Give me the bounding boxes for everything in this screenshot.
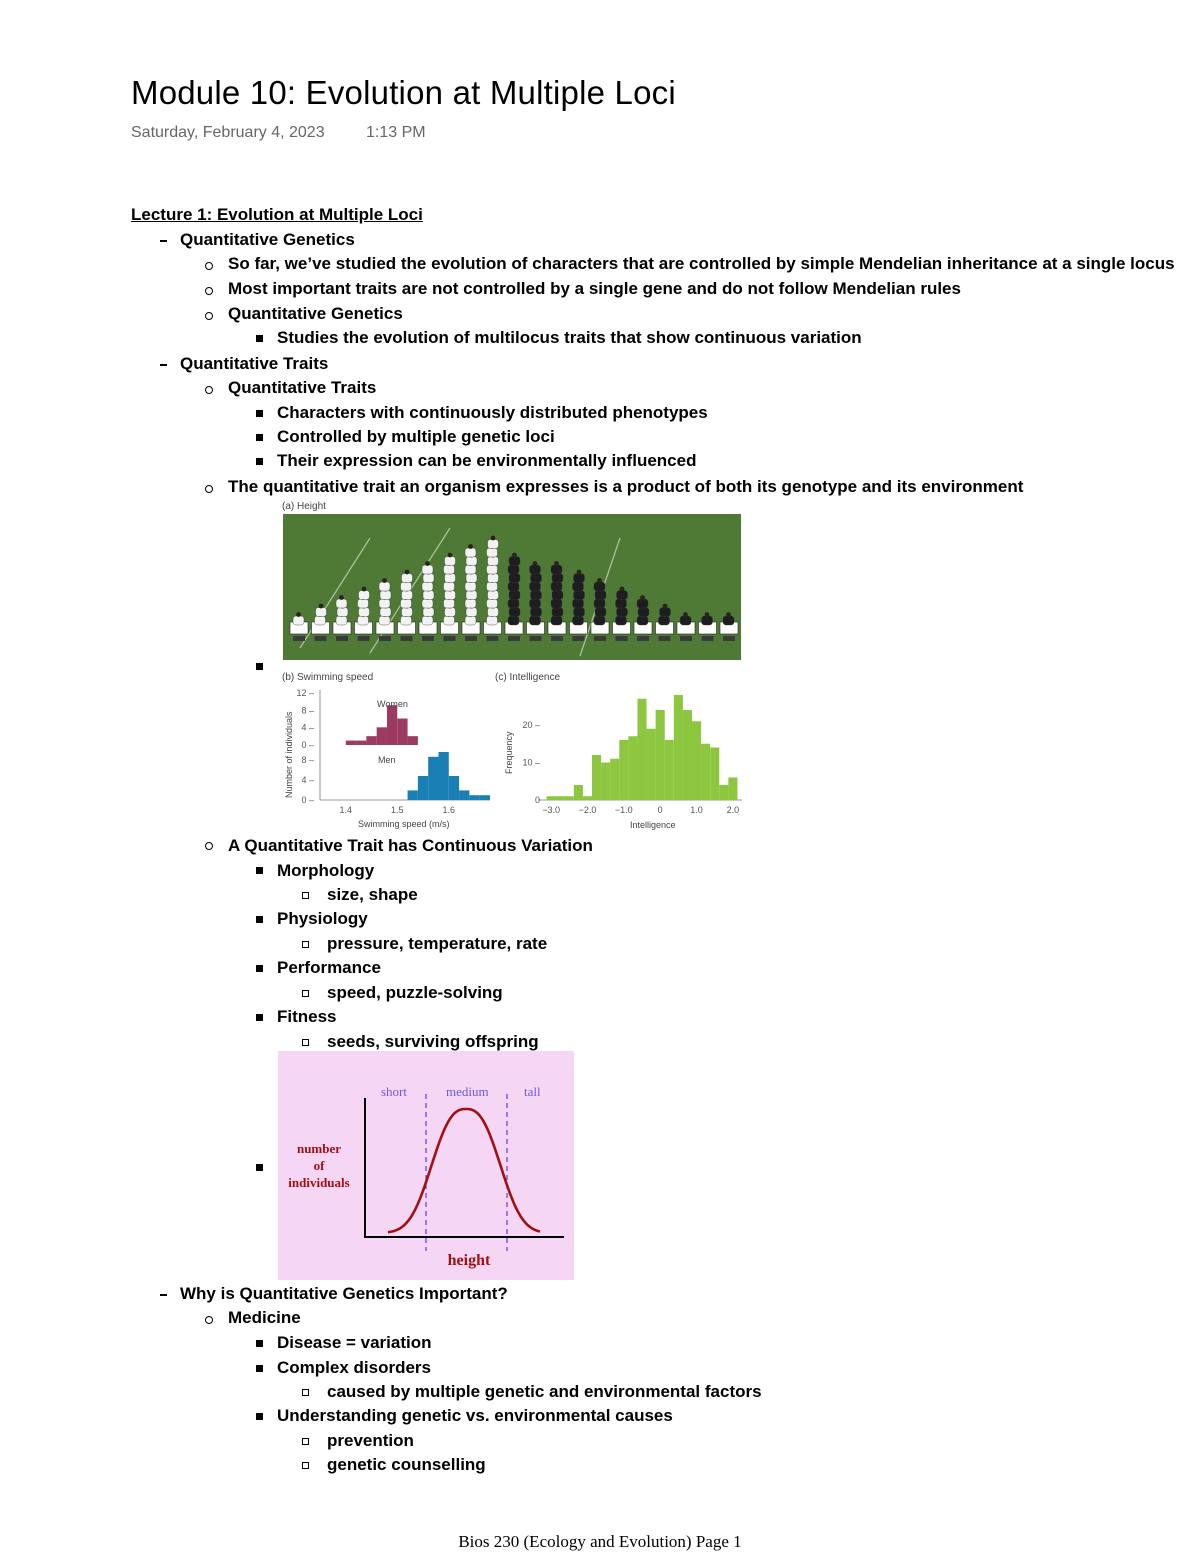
person [551,616,562,625]
person [594,616,605,625]
person [359,591,370,600]
intelligence-bar [592,755,601,800]
list-item: Understanding genetic vs. environmental causes [277,1406,673,1425]
person [574,608,585,617]
feet [637,636,649,641]
intelligence-bar [574,785,583,800]
list-item: Controlled by multiple genetic loci [277,427,555,446]
men-bar [428,757,438,800]
list-item: Morphology [277,861,375,880]
person [465,548,476,557]
women-bar [377,727,387,745]
intelligence-bar [628,736,637,800]
panel-a-label: (a) Height [282,501,326,512]
person-head [705,612,710,617]
person [551,565,562,574]
b-y-tick-label: 12 – [296,688,314,698]
circle-bullet [205,287,213,295]
person [293,616,304,625]
feet [336,636,348,641]
list-item: size, shape [327,885,418,904]
list-item: Disease = variation [277,1333,432,1352]
feet [379,636,391,641]
square-bullet [256,434,263,441]
hollow-square-bullet [302,1039,309,1046]
person-head [577,570,582,575]
b-y-tick-label: 0 – [301,795,314,805]
feet [680,636,692,641]
panel-c-label: (c) Intelligence [495,672,561,683]
c-x-tick-label: −1.0 [614,805,633,815]
intelligence-bar [647,729,656,800]
square-bullet [256,458,263,465]
person [638,608,649,617]
square-bullet [256,867,263,874]
b-y-axis-label: Number of individuals [284,711,294,798]
hollow-square-bullet [302,1438,309,1445]
list-item: Characters with continuously distributed phenotypes [277,403,708,422]
intelligence-bar [656,710,665,800]
person [488,574,499,583]
circle-bullet [205,386,213,394]
person [444,582,455,591]
list-item: Quantitative Genetics [180,230,355,249]
person [336,616,347,625]
square-bullet [256,1340,263,1347]
person [531,574,542,583]
person [702,616,713,625]
person [552,608,563,617]
list-item: A Quantitative Trait has Continuous Variation [228,836,593,855]
feet [616,636,628,641]
person [466,574,477,583]
person [551,599,562,608]
women-bar [346,741,356,745]
person [637,599,648,608]
list-item: Studies the evolution of multilocus traits that show continuous variation [277,328,862,347]
height-distribution-figure [278,1051,574,1280]
circle-bullet [205,842,213,850]
b-y-tick-label: 4 – [301,775,314,785]
c-y-tick-label: 10 – [522,757,540,768]
person [423,608,434,617]
circle-bullet [205,485,213,493]
b-x-axis-label: Swimming speed (m/s) [358,819,450,829]
y-label-individuals: individuals [288,1175,350,1190]
person [466,608,477,617]
person-head [448,553,453,558]
person [552,591,563,600]
person [315,616,326,625]
page-title: Module 10: Evolution at Multiple Loci [131,74,676,111]
medium-label: medium [446,1084,489,1099]
person [617,608,628,617]
b-x-tick-label: 1.6 [442,805,456,815]
circle-bullet [205,262,213,270]
feet [551,636,563,641]
c-x-tick-label: −3.0 [542,805,560,815]
person [402,591,413,600]
person [465,565,476,574]
person-head [663,604,668,609]
person [488,540,499,549]
feet [358,636,370,641]
person [509,557,520,566]
person [379,599,390,608]
person [465,582,476,591]
person [487,599,498,608]
women-bar [356,741,366,745]
person [508,565,519,574]
feet [315,636,327,641]
person-head [512,553,517,558]
intelligence-bar [583,796,592,800]
feet [487,636,499,641]
lecture-heading: Lecture 1: Evolution at Multiple Loci [131,205,423,224]
feet [401,636,413,641]
square-bullet [256,335,263,342]
feet [659,636,671,641]
person [509,591,520,600]
square-bullet [256,1413,263,1420]
men-bar [480,795,490,800]
person [488,608,499,617]
person [509,608,520,617]
list-item: caused by multiple genetic and environmental factors [327,1382,762,1401]
person [595,608,606,617]
person [422,582,433,591]
list-item: Quantitative Traits [228,378,377,397]
list-item: Complex disorders [277,1358,431,1377]
c-x-tick-label: 1.0 [690,805,703,815]
person [337,608,348,617]
person-head [726,612,731,617]
person-head [683,612,688,617]
person [723,616,734,625]
person [423,574,434,583]
person [617,591,628,600]
person [445,574,456,583]
person [487,565,498,574]
list-item: So far, we’ve studied the evolution of characters that are controlled by simple Mendelian inheritance at a single locus [228,254,1175,273]
circle-bullet [205,1316,213,1324]
person [444,616,455,625]
square-bullet [256,916,263,923]
hollow-square-bullet [302,941,309,948]
person [574,591,585,600]
person [466,591,477,600]
person [445,591,456,600]
person [508,616,519,625]
c-x-tick-label: 0 [657,805,663,815]
person [422,599,433,608]
women-bar [387,705,397,745]
tall-label: tall [524,1084,541,1099]
list-item: Performance [277,958,381,977]
person-head [620,587,625,592]
men-bar [418,776,428,800]
feet [422,636,434,641]
feet [508,636,520,641]
list-item: Quantitative Traits [180,354,329,373]
b-x-tick-label: 1.5 [391,805,404,815]
person [531,591,542,600]
person [531,608,542,617]
person [573,582,584,591]
person [530,565,541,574]
person [401,599,412,608]
person [530,616,541,625]
person [444,599,455,608]
dash-bullet [160,364,167,366]
person [402,608,413,617]
intelligence-bar [547,796,556,800]
panel-b-label: (b) Swimming speed [282,672,374,683]
person-head [382,578,387,583]
person-head [491,536,496,541]
person [530,582,541,591]
person-head [319,604,324,609]
feet [444,636,456,641]
women-bar [366,736,376,745]
c-y-axis-label: Frequency [504,731,514,774]
men-bar [438,752,448,800]
person [487,582,498,591]
person [595,591,606,600]
square-bullet [256,1164,263,1171]
square-bullet [256,965,263,972]
person-head [597,578,602,583]
page-footer: Bios 230 (Ecology and Evolution) Page 1 [458,1532,742,1551]
feet [594,636,606,641]
intelligence-bar [692,721,701,800]
person [422,565,433,574]
feet [465,636,477,641]
hollow-square-bullet [302,1389,309,1396]
hollow-square-bullet [302,892,309,899]
person [466,557,477,566]
person [573,599,584,608]
height-photo [283,514,741,660]
person-head [533,561,538,566]
person [358,599,369,608]
square-bullet [256,1014,263,1021]
person [445,608,456,617]
men-bar [459,790,469,800]
intelligence-bar [683,710,692,800]
page-time: 1:13 PM [366,124,426,141]
y-label-number: number [296,1141,342,1156]
person [488,591,499,600]
intelligence-bar [610,759,619,800]
b-y-tick-label: 8 – [301,705,314,716]
person [680,616,691,625]
square-bullet [256,663,263,670]
person [594,599,605,608]
list-item: speed, puzzle-solving [327,983,503,1002]
feet [530,636,542,641]
list-item: pressure, temperature, rate [327,934,548,953]
person [358,616,369,625]
person [552,574,563,583]
quantitative-traits-figure [280,498,745,833]
person [487,616,498,625]
list-item: Why is Quantitative Genetics Important? [180,1284,508,1303]
c-y-tick-label: 20 – [522,720,540,730]
intelligence-bar [710,748,719,801]
person-head [468,544,473,549]
men-bar [449,776,459,800]
list-item: Physiology [277,909,368,928]
person [594,582,605,591]
circle-bullet [205,312,213,320]
intelligence-bar [665,740,674,800]
x-label-height: height [447,1252,491,1269]
list-item: prevention [327,1431,414,1450]
list-item: seeds, surviving offspring [327,1032,539,1051]
intelligence-bar [701,744,710,800]
list-item: Most important traits are not controlled by a single gene and do not follow Mendelian rules [228,279,961,298]
women-bar [408,736,418,745]
person-head [405,570,410,575]
intelligence-bar [565,796,574,800]
hollow-square-bullet [302,1462,309,1469]
person [401,582,412,591]
list-item: Medicine [228,1308,301,1327]
dash-bullet [160,240,167,242]
men-bar [469,795,479,800]
person [659,616,670,625]
intelligence-bar [674,695,683,800]
c-x-tick-label: −2.0 [578,805,597,815]
men-bar [408,790,418,800]
person [401,616,412,625]
person [336,599,347,608]
list-item: Fitness [277,1007,337,1026]
intelligence-bar [556,796,565,800]
list-item: Their expression can be environmentally influenced [277,451,697,470]
person [616,616,627,625]
person [660,608,671,617]
person [465,599,476,608]
list-item: genetic counselling [327,1455,486,1474]
intelligence-bar [619,740,628,800]
person [380,608,391,617]
person [508,582,519,591]
person [573,616,584,625]
person-head [640,595,645,600]
person [422,616,433,625]
person [445,557,456,566]
intelligence-bar [637,699,646,800]
person [488,557,499,566]
person-head [362,587,367,592]
person [316,608,327,617]
short-label: short [381,1084,407,1099]
b-y-tick-label: 8 – [301,755,314,765]
person [616,599,627,608]
dash-bullet [160,1294,167,1296]
intelligence-bar [719,785,728,800]
hollow-square-bullet [302,990,309,997]
c-bars [547,695,738,800]
b-x-tick-label: 1.4 [339,805,353,815]
women-label: Women [377,699,408,709]
square-bullet [256,410,263,417]
c-x-tick-label: 2.0 [726,805,740,815]
person [574,574,585,583]
person [379,582,390,591]
person-head [554,561,559,566]
person [637,616,648,625]
intelligence-bar [601,763,610,801]
person-head [339,595,344,600]
person [402,574,413,583]
person [423,591,434,600]
square-bullet [256,1365,263,1372]
person-head [425,561,430,566]
person [359,608,370,617]
person [551,582,562,591]
person [508,599,519,608]
list-item: The quantitative trait an organism expresses is a product of both its genotype and its environment [228,477,1024,496]
feet [702,636,714,641]
person [379,616,390,625]
feet [723,636,735,641]
person [509,574,520,583]
intelligence-bar [728,778,737,801]
person [530,599,541,608]
person [444,565,455,574]
c-y-tick-label: 0 [534,795,540,805]
men-label: Men [378,755,396,765]
feet [293,636,305,641]
person-head [296,612,301,617]
person [380,591,391,600]
list-item: Quantitative Genetics [228,304,403,323]
page-date: Saturday, February 4, 2023 [131,124,325,141]
person [487,548,498,557]
women-bar [397,719,407,746]
c-x-axis-label: Intelligence [630,820,676,830]
b-y-tick-label: 0 – [301,740,314,750]
person [465,616,476,625]
feet [573,636,585,641]
y-label-of: of [313,1158,325,1173]
b-bars [346,705,490,800]
b-y-tick-label: 4 – [301,722,314,733]
